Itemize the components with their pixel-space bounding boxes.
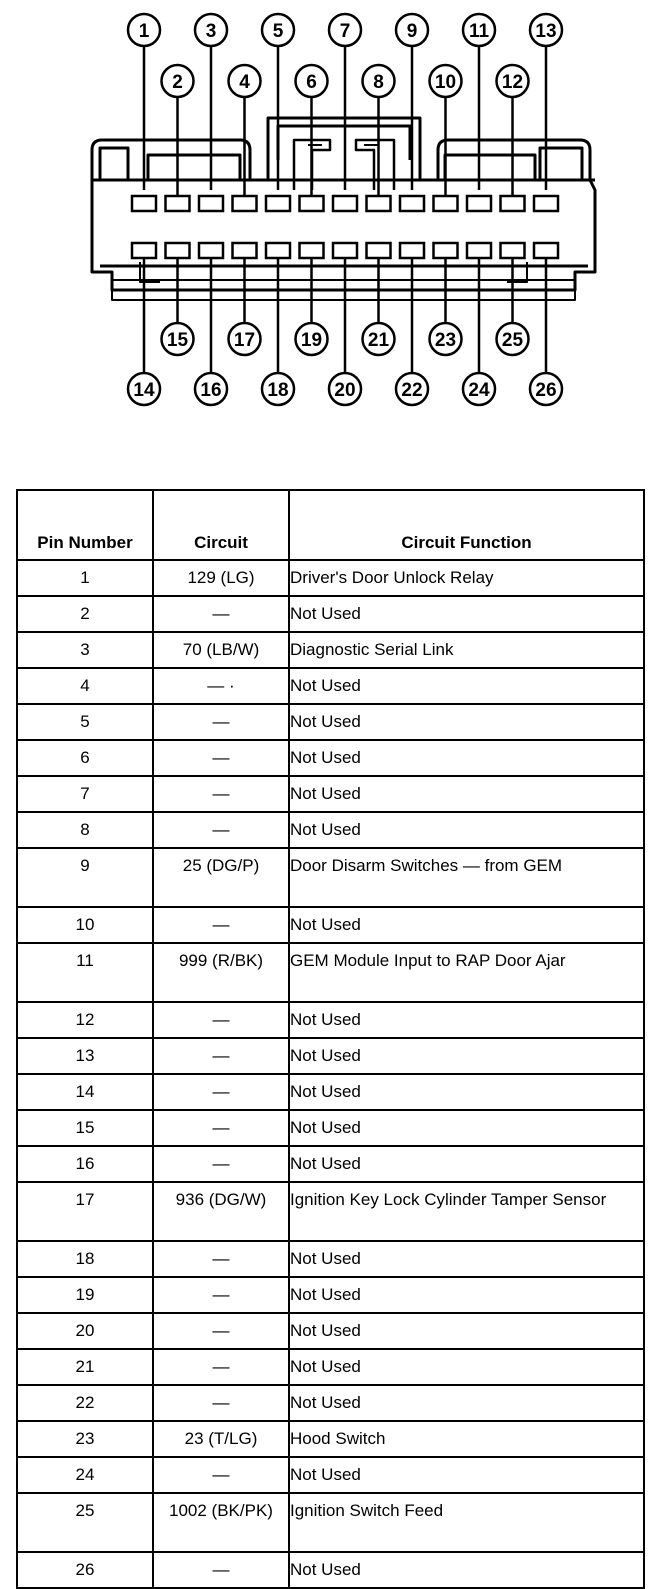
- bottom-pin-cavity: [434, 243, 458, 258]
- pin-number-cell: 2: [17, 596, 153, 632]
- pin-number-cell: 7: [17, 776, 153, 812]
- pin-number-cell: 19: [17, 1277, 153, 1313]
- circuit-cell: —: [153, 1313, 289, 1349]
- bottom-pin-cavity: [501, 243, 525, 258]
- circuit-cell: —: [153, 1241, 289, 1277]
- bottom-pin-cavity: [132, 243, 156, 258]
- pin-callout-label: 26: [535, 380, 557, 401]
- circuit-cell: —: [153, 1038, 289, 1074]
- top-pin-cavity: [132, 196, 156, 211]
- pin-number-cell: 22: [17, 1385, 153, 1421]
- top-pin-cavity: [467, 196, 491, 211]
- table-row: [17, 632, 644, 668]
- circuit-cell: 999 (R/BK): [153, 943, 289, 1002]
- pin-number-cell: 6: [17, 740, 153, 776]
- pin-callout-label: 12: [501, 72, 524, 93]
- table-row: [17, 1349, 644, 1385]
- pin-number-cell: 10: [17, 907, 153, 943]
- table-row: [17, 907, 644, 943]
- table-row: [17, 1146, 644, 1182]
- pin-number-cell: 1: [17, 560, 153, 596]
- circuit-function-cell: GEM Module Input to RAP Door Ajar: [289, 943, 644, 1002]
- pin-callout-label: 4: [239, 72, 250, 93]
- table-row: [17, 848, 644, 907]
- connector-body: [92, 118, 595, 300]
- pin-callout-label: 14: [133, 380, 155, 401]
- pin-number-cell: 14: [17, 1074, 153, 1110]
- table-row: [17, 1241, 644, 1277]
- header-circuit-function: Circuit Function: [289, 490, 644, 560]
- pin-number-cell: 11: [17, 943, 153, 1002]
- pin-callout-label: 23: [434, 330, 457, 351]
- circuit-cell: —: [153, 704, 289, 740]
- pin-number-cell: 17: [17, 1182, 153, 1241]
- header-pin-number: Pin Number: [17, 490, 153, 560]
- circuit-cell: —: [153, 1074, 289, 1110]
- circuit-cell: —: [153, 1277, 289, 1313]
- table-row: [17, 668, 644, 704]
- circuit-cell: —: [153, 1146, 289, 1182]
- table-row: [17, 560, 644, 596]
- circuit-cell: —: [153, 1457, 289, 1493]
- bottom-pin-cavity: [367, 243, 391, 258]
- circuit-function-cell: Not Used: [289, 907, 644, 943]
- pin-callout-label: 3: [205, 21, 217, 42]
- top-pin-cavity: [300, 196, 324, 211]
- table-row: [17, 1277, 644, 1313]
- pin-table: [16, 489, 645, 1589]
- circuit-function-cell: Not Used: [289, 1552, 644, 1588]
- circuit-function-cell: Not Used: [289, 1002, 644, 1038]
- pin-number-cell: 3: [17, 632, 153, 668]
- table-row: [17, 776, 644, 812]
- pin-callout-label: 21: [367, 330, 390, 351]
- pin-number-cell: 16: [17, 1146, 153, 1182]
- pin-callout-label: 8: [373, 72, 384, 93]
- circuit-cell: —: [153, 812, 289, 848]
- pin-callout-label: 19: [300, 330, 323, 351]
- pin-callout-label: 16: [200, 380, 222, 401]
- circuit-cell: —: [153, 1349, 289, 1385]
- pin-callout-label: 24: [468, 380, 490, 401]
- bottom-pin-cavity: [534, 243, 558, 258]
- circuit-cell: —: [153, 1002, 289, 1038]
- pin-number-cell: 9: [17, 848, 153, 907]
- circuit-function-cell: Not Used: [289, 812, 644, 848]
- connector-diagram: [0, 0, 672, 440]
- pin-callout-label: 13: [535, 21, 557, 42]
- table-row: [17, 1385, 644, 1421]
- circuit-function-cell: Not Used: [289, 1349, 644, 1385]
- bottom-pin-cavity: [166, 243, 190, 258]
- circuit-cell: —: [153, 907, 289, 943]
- circuit-cell: 936 (DG/W): [153, 1182, 289, 1241]
- bottom-cavity-row: [132, 243, 558, 258]
- circuit-function-cell: Not Used: [289, 1457, 644, 1493]
- circuit-function-cell: Not Used: [289, 1385, 644, 1421]
- circuit-cell: —: [153, 740, 289, 776]
- pin-number-cell: 4: [17, 668, 153, 704]
- circuit-function-cell: Not Used: [289, 1038, 644, 1074]
- circuit-function-cell: Not Used: [289, 1313, 644, 1349]
- bottom-pin-cavity: [233, 243, 257, 258]
- table-row: [17, 943, 644, 1002]
- circuit-function-cell: Not Used: [289, 1277, 644, 1313]
- table-row: [17, 1552, 644, 1588]
- pin-number-cell: 20: [17, 1313, 153, 1349]
- top-pin-cavity: [534, 196, 558, 211]
- pin-number-cell: 5: [17, 704, 153, 740]
- bottom-pin-cavity: [266, 243, 290, 258]
- top-pin-cavity: [434, 196, 458, 211]
- circuit-function-cell: Not Used: [289, 776, 644, 812]
- circuit-cell: 1002 (BK/PK): [153, 1493, 289, 1552]
- pin-callout-label: 5: [272, 21, 284, 42]
- circuit-cell: 70 (LB/W): [153, 632, 289, 668]
- pin-callout-label: 15: [166, 330, 189, 351]
- pin-leader-lines: [144, 47, 546, 372]
- circuit-function-cell: Not Used: [289, 704, 644, 740]
- pin-callout-label: 17: [233, 330, 256, 351]
- circuit-function-cell: Hood Switch: [289, 1421, 644, 1457]
- pin-callout-label: 10: [434, 72, 457, 93]
- table-row: [17, 596, 644, 632]
- bottom-pin-cavity: [300, 243, 324, 258]
- circuit-function-cell: Ignition Switch Feed: [289, 1493, 644, 1552]
- table-row: [17, 1182, 644, 1241]
- top-pin-cavity: [199, 196, 223, 211]
- table-row: [17, 704, 644, 740]
- header-circuit: Circuit: [153, 490, 289, 560]
- circuit-function-cell: Not Used: [289, 740, 644, 776]
- pin-callout-label: 7: [339, 21, 351, 42]
- bottom-pin-cavity: [400, 243, 424, 258]
- top-cavity-row: [132, 196, 558, 211]
- circuit-cell: 23 (T/LG): [153, 1421, 289, 1457]
- table-row: [17, 1457, 644, 1493]
- circuit-function-cell: Not Used: [289, 668, 644, 704]
- circuit-cell: —: [153, 1110, 289, 1146]
- pin-table-header: [17, 490, 644, 560]
- pin-number-cell: 25: [17, 1493, 153, 1552]
- circuit-function-cell: Not Used: [289, 596, 644, 632]
- pin-callout-label: 25: [501, 330, 524, 351]
- top-pin-cavity: [233, 196, 257, 211]
- circuit-function-cell: Not Used: [289, 1110, 644, 1146]
- pin-number-cell: 12: [17, 1002, 153, 1038]
- pin-number-cell: 18: [17, 1241, 153, 1277]
- bottom-pin-cavity: [467, 243, 491, 258]
- circuit-function-cell: Door Disarm Switches — from GEM: [289, 848, 644, 907]
- top-pin-cavity: [166, 196, 190, 211]
- table-row: [17, 1038, 644, 1074]
- pin-number-cell: 8: [17, 812, 153, 848]
- circuit-function-cell: Not Used: [289, 1074, 644, 1110]
- top-pin-cavity: [333, 196, 357, 211]
- pin-number-cell: 26: [17, 1552, 153, 1588]
- top-pin-cavity: [266, 196, 290, 211]
- circuit-cell: —: [153, 1385, 289, 1421]
- top-pin-cavity: [400, 196, 424, 211]
- pin-callout-label: 22: [401, 380, 423, 401]
- table-row: [17, 1421, 644, 1457]
- pin-number-cell: 24: [17, 1457, 153, 1493]
- circuit-function-cell: Driver's Door Unlock Relay: [289, 560, 644, 596]
- circuit-function-cell: Ignition Key Lock Cylinder Tamper Sensor: [289, 1182, 644, 1241]
- circuit-cell: 25 (DG/P): [153, 848, 289, 907]
- circuit-cell: —: [153, 596, 289, 632]
- pin-callout-label: 1: [138, 21, 150, 42]
- pin-callout-label: 2: [172, 72, 183, 93]
- table-row: [17, 1493, 644, 1552]
- top-pin-cavity: [501, 196, 525, 211]
- pin-callout-label: 18: [267, 380, 289, 401]
- circuit-cell: —: [153, 1552, 289, 1588]
- pin-callout-label: 20: [334, 380, 356, 401]
- circuit-cell: 129 (LG): [153, 560, 289, 596]
- top-pin-cavity: [367, 196, 391, 211]
- circuit-cell: —: [153, 776, 289, 812]
- table-row: [17, 1074, 644, 1110]
- table-row: [17, 1313, 644, 1349]
- circuit-cell: — ·: [153, 668, 289, 704]
- circuit-function-cell: Not Used: [289, 1146, 644, 1182]
- pin-callout-label: 6: [306, 72, 317, 93]
- pin-callout-label: 11: [468, 21, 490, 42]
- pin-callout-label: 9: [406, 21, 418, 42]
- table-row: [17, 740, 644, 776]
- bottom-pin-cavity: [333, 243, 357, 258]
- pin-number-cell: 15: [17, 1110, 153, 1146]
- table-row: [17, 1110, 644, 1146]
- bottom-pin-cavity: [199, 243, 223, 258]
- circuit-function-cell: Not Used: [289, 1241, 644, 1277]
- table-row: [17, 812, 644, 848]
- pin-number-cell: 23: [17, 1421, 153, 1457]
- pin-number-cell: 21: [17, 1349, 153, 1385]
- pin-number-cell: 13: [17, 1038, 153, 1074]
- table-row: [17, 1002, 644, 1038]
- circuit-function-cell: Diagnostic Serial Link: [289, 632, 644, 668]
